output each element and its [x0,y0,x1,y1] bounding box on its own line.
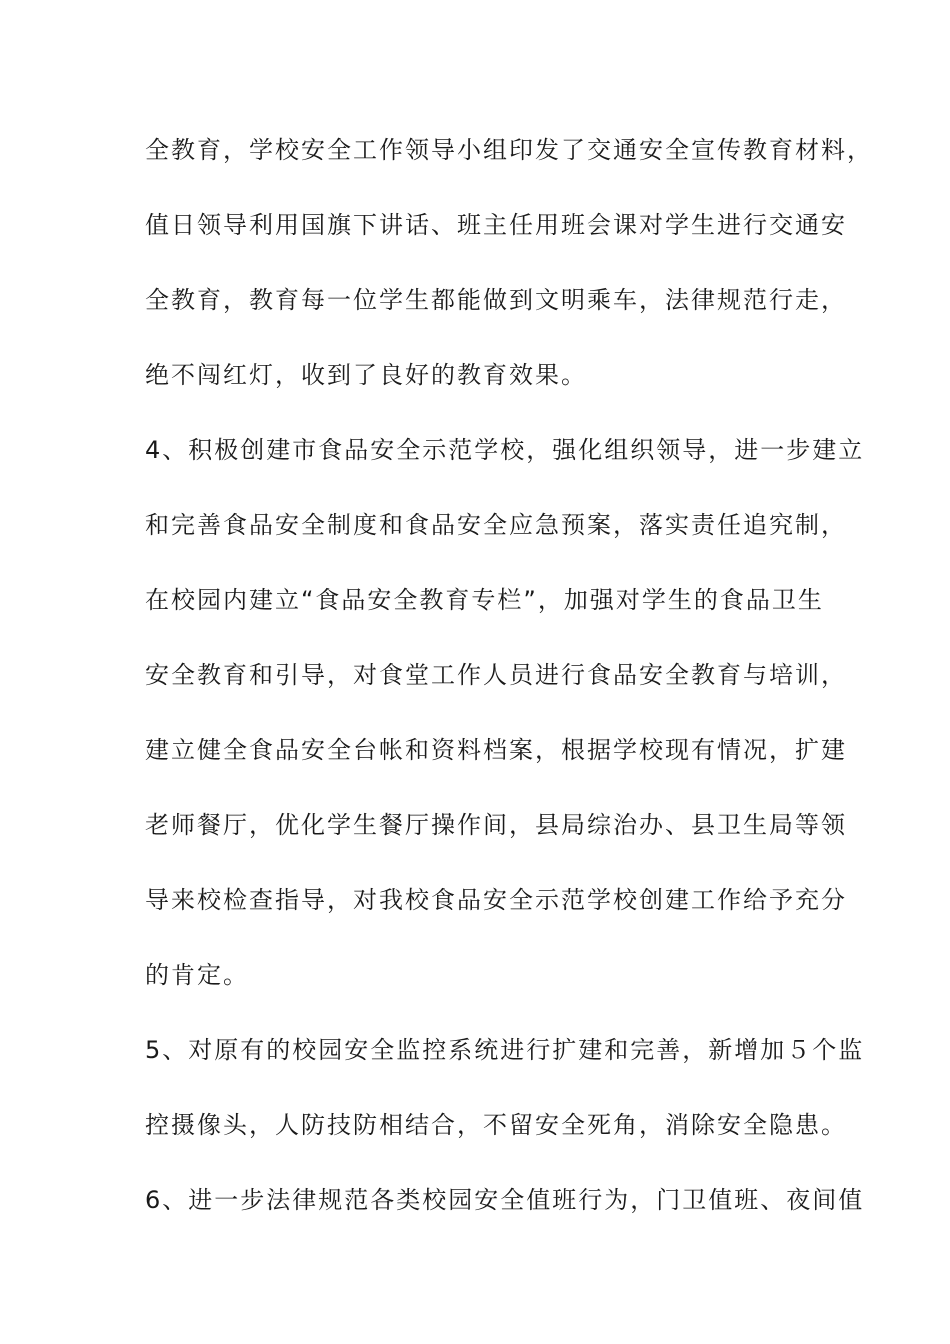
text-line: 的肯定。 [145,961,249,989]
text-line: 6、进一步法律规范各类校园安全值班行为，门卫值班、夜间值 [145,1186,865,1214]
text-line: 老师餐厅，优化学生餐厅操作间，县局综治办、县卫生局等领 [145,811,847,839]
text-line: 安全教育和引导，对食堂工作人员进行食品安全教育与培训， [145,661,847,689]
text-line: 绝不闯红灯，收到了良好的教育效果。 [145,361,587,389]
text-line: 和完善食品安全制度和食品安全应急预案，落实责任追究制， [145,511,847,539]
text-line: 全教育，教育每一位学生都能做到文明乘车，法律规范行走， [145,286,847,314]
text-line: 4、积极创建市食品安全示范学校，强化组织领导，进一步建立 [145,436,865,464]
text-line: 建立健全食品安全台帐和资料档案，根据学校现有情况，扩建 [145,736,847,764]
text-line: 控摄像头，人防技防相结合，不留安全死角，消除安全隐患。 [145,1111,847,1139]
text-line: 在校园内建立“食品安全教育专栏”，加强对学生的食品卫生 [145,586,824,614]
text-line: 5、对原有的校园安全监控系统进行扩建和完善，新增加５个监 [145,1036,865,1064]
text-line: 值日领导利用国旗下讲话、班主任用班会课对学生进行交通安 [145,211,847,239]
text-line: 全教育，学校安全工作领导小组印发了交通安全宣传教育材料， [145,136,873,164]
text-line: 导来校检查指导，对我校食品安全示范学校创建工作给予充分 [145,886,847,914]
